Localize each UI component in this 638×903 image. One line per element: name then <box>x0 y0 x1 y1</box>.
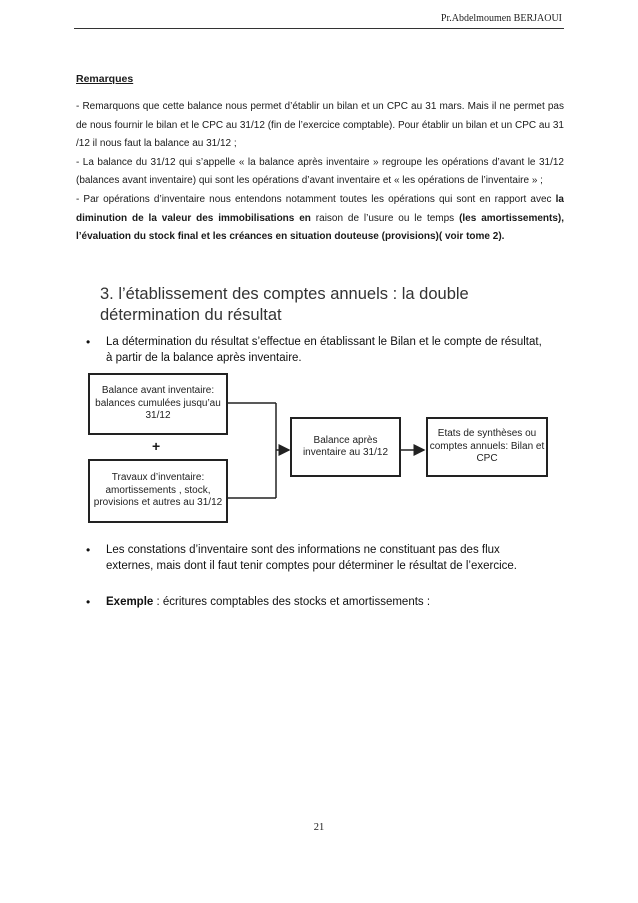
p3-bold-2: (les amortissements), l’évaluation du stock final et les créances en situation douteuse (provisions)( voir tome 2). <box>76 212 565 243</box>
remarques-paragraph-3 <box>76 191 564 247</box>
box-balance-avant-inventaire: Balance avant inventaire: balances cumulées jusqu’au 31/12 <box>88 373 228 435</box>
bullet-dot: • <box>86 595 91 609</box>
page-number: 21 <box>313 822 325 833</box>
p3-mid: raison de l’usure ou le temps <box>315 212 455 224</box>
bullet-2-text: Les constations d’inventaire sont des informations ne constituant pas des flux externes, mais dont il faut tenir comptes pour déterminer le résultat de l’exercice. <box>106 544 517 572</box>
box-balance-apres-inventaire: Balance après inventaire au 31/12 <box>290 417 401 477</box>
slide-title: 3. l’établissement des comptes annuels : la double détermination du résultat <box>100 285 469 324</box>
remarques-paragraph-1: - Remarquons que cette balance nous permet d’établir un bilan et un CPC au 31 mars. Mais il ne permet pas de nous fournir le bilan et le CPC au 31/12 (fin de l’exercice comptable). Pour établir un bilan et un CPC au 31 /12 il nous faut la balance au 31/12 ; <box>76 101 564 150</box>
header-divider <box>74 28 564 29</box>
bullet-3-text: : écritures comptables des stocks et amortissements : <box>153 596 431 608</box>
plus-sign: + <box>152 438 161 454</box>
slide-bullet-3 <box>82 594 542 610</box>
bullet-1-text: La détermination du résultat s’effectue en établissant le Bilan et le compte de résultat, à partir de la balance après inventaire. <box>106 336 542 364</box>
header-author: Pr.Abdelmoumen BERJAOUI <box>440 13 562 24</box>
bullet-dot: • <box>86 335 91 349</box>
slide-image <box>78 272 562 612</box>
slide-bullet-2 <box>82 542 542 574</box>
remarques-heading: Remarques <box>76 73 134 85</box>
bullet-3-label: Exemple <box>106 596 154 608</box>
box-etats-de-syntheses: Etats de synthèses ou comptes annuels: Bilan et CPC <box>426 417 548 477</box>
p3-start: - Par opérations d’inventaire nous entendons notamment toutes les opérations qui sont en rapport avec <box>76 193 552 205</box>
remarques-body <box>76 98 564 247</box>
box-travaux-inventaire: Travaux d’inventaire: amortissements , stock, provisions et autres au 31/12 <box>88 459 228 523</box>
p3-bold-1: la diminution de la valeur des immobilisations en <box>76 193 564 224</box>
bullet-dot: • <box>86 543 91 557</box>
remarques-paragraph-2: - La balance du 31/12 qui s’appelle « la balance après inventaire » regroupe les opérations d’avant le 31/12 (balances avant inventaire) qui sont les opérations d’avant inventaire et « les opérations de l’inventaire » ; <box>76 156 564 187</box>
